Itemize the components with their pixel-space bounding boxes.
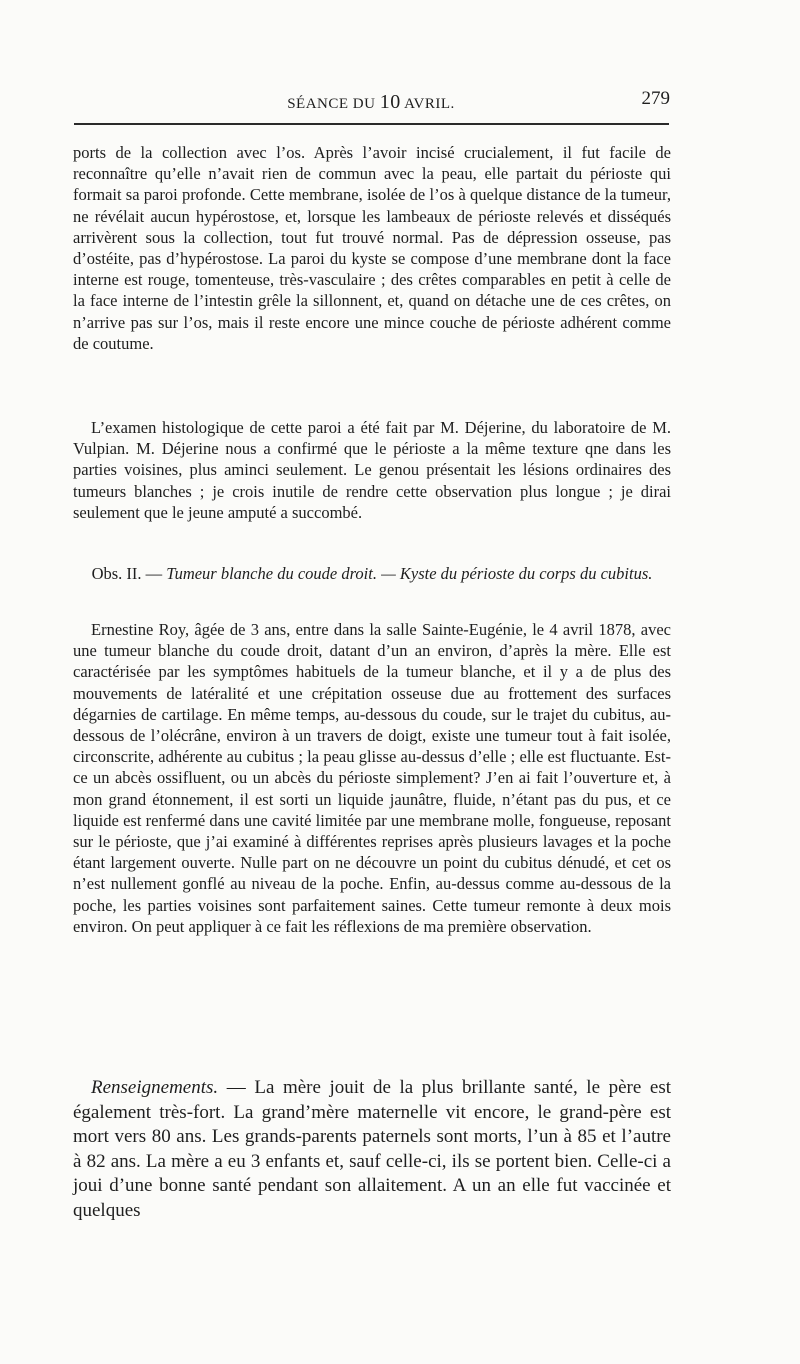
running-title-end: AVRIL. [400,96,455,112]
page-number: 279 [641,88,670,109]
renseignements-label: Renseignements. [91,1077,219,1098]
observation-title [73,564,671,584]
header-rule [74,123,669,125]
paragraph-renseignements [73,1076,671,1224]
renseignements-text: — La mère jouit de la plus brillante santé, le père est également très-fort. La grand’mère maternelle vit encore, le grand-père est mort vers 80 ans. Les grands-parents paternels sont morts, l’un à 85 et l’autre à 82 ans. La mère a eu 3 enfants et, sauf celle-ci, ils se portent bien. Celle-ci a joui d’une bonne santé pendant son allaitement. A un an elle fut vaccinée et quelques [73,1077,671,1221]
running-title-start: SÉANCE DU [287,96,380,112]
paragraph-histology: L’examen histologique de cette paroi a été fait par M. Déjerine, du laboratoire de M. Vulpian. M. Déjerine nous a confirmé que le périoste a la même texture qne dans les parties voisines, plus aminci seulement. Le genou présentait les lésions ordinaires des tumeurs blanches ; je crois inutile de rendre cette observation plus longue ; je dirai seulement que le jeune amputé a succombé. [73,418,671,522]
paragraph-continuation: ports de la collection avec l’os. Après l’avoir incisé crucialement, il fut facile de reconnaître qu’elle n’avait rien de commun avec la peau, elle partait du périoste qui formait sa paroi profonde. Cette membrane, isolée de l’os à quelque distance de la tumeur, ne révélait aucun hypérostose, et, lorsque les lambeaux de périoste relevés et disséqués arrivèrent sous la collection, tout fut trouvé normal. Pas de dépression osseuse, pas d’ostéite, pas d’hypérostose. La paroi du kyste se compose d’une membrane dont la face interne est rouge, tomenteuse, très-vasculaire ; des crêtes comparables en petit à celle de la face interne de l’intestin grêle la sillonnent, et, quand on détache une de ces crêtes, on n’arrive pas sur l’os, mais il reste encore une mince couche de périoste adhérent comme de coutume. [73,143,671,353]
running-title-date: 10 [379,91,401,113]
running-header [72,88,670,118]
paragraph-case-report: Ernestine Roy, âgée de 3 ans, entre dans la salle Sainte-Eugénie, le 4 avril 1878, avec une tumeur blanche du coude droit, datant d’un an environ, d’après la mère. Elle est caractérisée par les symptômes habituels de la tumeur blanche, et il y a de plus des mouvements de latéralité et une crépitation osseuse due au frottement des surfaces dégarnies de cartilage. En même temps, au-dessous du coude, sur le trajet du cubitus, au-dessous de l’olécrâne, environ à un travers de doigt, existe une tumeur tout à fait isolée, circonscrite, adhérente au cubitus ; la peau glisse au-dessus d’elle ; elle est fluctuante. Est-ce un abcès ossifluent, ou un abcès du périoste simplement? J’en ai fait l’ouverture et, à mon grand étonnement, il est sorti un liquide jaunâtre, fluide, n’étant pas du pus, et ce liquide est renfermé dans une cavité limitée par une membrane molle, fongueuse, reposant sur le périoste, que j’ai examiné à différentes reprises après plusieurs lavages et la poche étant largement ouverte. Nulle part on ne découvre un point du cubitus dénudé, et cet os n’est nullement gonflé au niveau de la poche. Enfin, au-dessus comme au-dessous de la poche, les parties voisines sont parfaitement saines. Cette tumeur remonte à deux mois environ. On peut appliquer à ce fait les réflexions de ma première observation. [73,620,671,936]
observation-heading: Tumeur blanche du coude droit. — Kyste du périoste du corps du cubitus. [166,564,653,583]
running-title [72,91,670,114]
observation-label: Obs. II. — [91,564,167,583]
